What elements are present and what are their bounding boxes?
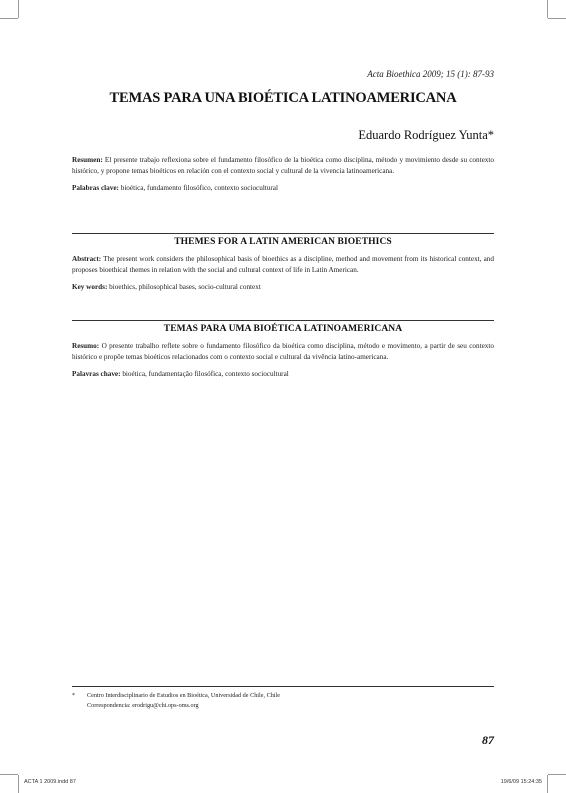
crop-mark: [0, 18, 18, 19]
article-title: TEMAS PARA UNA BIOÉTICA LATINOAMERICANA: [109, 90, 457, 106]
crop-mark: [0, 774, 18, 775]
journal-reference: Acta Bioethica 2009; 15 (1): 87-93: [367, 69, 494, 79]
portuguese-keywords: Palavras chave: bioética, fundamentação filosófica, contexto sociocultural: [72, 369, 289, 378]
spanish-keywords: Palabras clave: bioética, fundamento filosófico, contexto sociocultural: [72, 183, 278, 192]
crop-mark: [18, 775, 19, 793]
spanish-abstract: [72, 155, 494, 194]
portuguese-abstract-text: Resumo: O presente trabalho reflete sobre o fundamento filosófico da bioética como disciplina, método e movimento, a partir de seu contexto histórico e propõe temas bioéticos relacionados com o contexto social e cultural da vivência latino-americana.: [72, 342, 494, 362]
english-heading: THEMES FOR A LATIN AMERICAN BIOETHICS: [174, 237, 392, 247]
footnote: [72, 691, 494, 710]
portuguese-heading: TEMAS PARA UMA BIOÉTICA LATINOAMERICANA: [163, 324, 403, 334]
english-abstract-label: Abstract:: [72, 255, 102, 263]
crop-mark: [18, 0, 19, 18]
crop-mark: [547, 0, 548, 18]
english-abstract: [72, 254, 494, 293]
english-keywords: Key words: bioethics, philosophical bases, socio-cultural context: [72, 282, 261, 291]
page-number: 87: [482, 733, 494, 747]
footnote-affiliation: Centro Interdisciplinario de Estudios en Bioética, Universidad de Chile, Chile: [87, 692, 280, 699]
crop-mark: [548, 774, 566, 775]
portuguese-abstract: [72, 341, 494, 380]
portuguese-abstract-label: Resumo:: [72, 342, 100, 350]
footnote-correspondence: Correspondencia: erodrigu@chi.ops-oms.org: [87, 701, 199, 709]
crop-mark: [547, 775, 548, 793]
footnote-mark: *: [72, 692, 76, 699]
section-divider: [72, 233, 494, 234]
crop-mark: [548, 18, 566, 19]
footnote-divider: [72, 686, 494, 687]
section-divider: [72, 320, 494, 321]
english-abstract-text: Abstract: The present work considers the philosophical basis of bioethics as a discipline, method and movement from its historical context, and proposes bioethical themes in relation with the social and cultural context of life in Latin American.: [72, 255, 494, 275]
spanish-abstract-label: Resumen:: [72, 156, 103, 164]
spanish-abstract-text: Resumen: El presente trabajo reflexiona sobre el fundamento filosófico de la bioética como disciplina, método y movimiento desde su contexto histórico, y propone temas bioéticos en relación con el contexto social y cultural de la vivencia latinoamericana.: [72, 156, 494, 176]
print-slug-right: 19/6/09 15:24:35: [500, 779, 542, 785]
author-name: Eduardo Rodríguez Yunta*: [358, 128, 494, 142]
print-slug-left: ACTA 1 2009.indd 87: [24, 779, 76, 785]
